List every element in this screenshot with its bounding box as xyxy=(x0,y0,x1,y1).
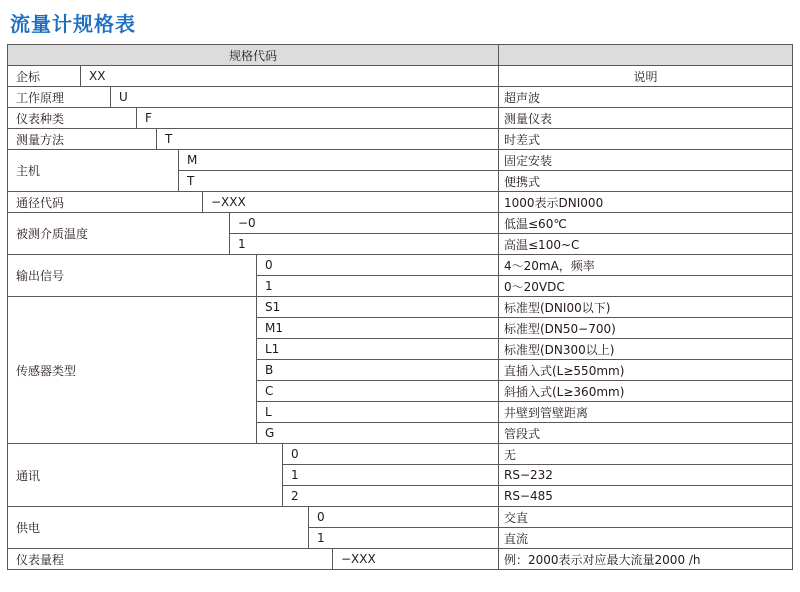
row-label-principle: 工作原理 xyxy=(7,86,111,108)
row-label-comm: 通讯 xyxy=(7,443,283,507)
page-title: 流量计规格表 xyxy=(10,12,136,36)
row-label-output: 输出信号 xyxy=(7,254,257,297)
row-code-output: 1 xyxy=(256,275,499,297)
row-code-comm: 0 xyxy=(282,443,499,465)
row-label-host: 主机 xyxy=(7,149,179,192)
row-label-instrument: 仪表种类 xyxy=(7,107,137,129)
row-desc-power: 直流 xyxy=(498,527,793,549)
row-label-diameter: 通径代码 xyxy=(7,191,203,213)
row-desc-instrument: 测量仪表 xyxy=(498,107,793,129)
row-code-sensor: C xyxy=(256,380,499,402)
row-code-power: 1 xyxy=(308,527,499,549)
header-desc: 说明 xyxy=(498,65,793,87)
row-label-enterprise: 企标 xyxy=(7,65,81,87)
row-desc-host: 固定安装 xyxy=(498,149,793,171)
row-code-sensor: G xyxy=(256,422,499,444)
row-code-power: 0 xyxy=(308,506,499,528)
row-code-sensor: L xyxy=(256,401,499,423)
row-desc-principle: 超声波 xyxy=(498,86,793,108)
row-desc-sensor: 标准型(DN50−700) xyxy=(498,317,793,339)
header-spec-code: 规格代码 xyxy=(7,44,499,66)
row-desc-comm: RS−232 xyxy=(498,464,793,486)
row-desc-sensor: 标准型(DNI00以下) xyxy=(498,296,793,318)
row-label-range: 仪表量程 xyxy=(7,548,333,570)
spec-table xyxy=(7,44,793,578)
row-desc-sensor: 管段式 xyxy=(498,422,793,444)
row-label-temperature: 被测介质温度 xyxy=(7,212,230,255)
row-code-enterprise: XX xyxy=(80,65,499,87)
header-desc-top xyxy=(498,44,793,66)
row-code-sensor: L1 xyxy=(256,338,499,360)
row-code-temperature: −0 xyxy=(229,212,499,234)
row-code-sensor: B xyxy=(256,359,499,381)
row-code-host: M xyxy=(178,149,499,171)
row-label-power: 供电 xyxy=(7,506,309,549)
row-desc-output: 4～20mA，频率 xyxy=(498,254,793,276)
row-desc-diameter: 1000表示DNI000 xyxy=(498,191,793,213)
row-desc-sensor: 直插入式(L≥550mm) xyxy=(498,359,793,381)
row-code-temperature: 1 xyxy=(229,233,499,255)
row-desc-comm: RS−485 xyxy=(498,485,793,507)
row-code-host: T xyxy=(178,170,499,192)
row-desc-sensor: 标准型(DN300以上) xyxy=(498,338,793,360)
row-code-comm: 1 xyxy=(282,464,499,486)
row-label-sensor: 传感器类型 xyxy=(7,296,257,444)
row-code-diameter: −XXX xyxy=(202,191,499,213)
row-desc-sensor: 斜插入式(L≥360mm) xyxy=(498,380,793,402)
row-desc-power: 交直 xyxy=(498,506,793,528)
row-code-output: 0 xyxy=(256,254,499,276)
row-code-range: −XXX xyxy=(332,548,499,570)
row-code-instrument: F xyxy=(136,107,499,129)
row-desc-output: 0～20VDC xyxy=(498,275,793,297)
row-desc-temperature: 低温≤60℃ xyxy=(498,212,793,234)
row-desc-range: 例：2000表示对应最大流量2000 /h xyxy=(498,548,793,570)
row-desc-host: 便携式 xyxy=(498,170,793,192)
row-desc-method: 时差式 xyxy=(498,128,793,150)
row-desc-comm: 无 xyxy=(498,443,793,465)
row-code-sensor: S1 xyxy=(256,296,499,318)
row-label-method: 测量方法 xyxy=(7,128,157,150)
row-code-principle: U xyxy=(110,86,499,108)
row-code-comm: 2 xyxy=(282,485,499,507)
row-desc-sensor: 井壁到管壁距离 xyxy=(498,401,793,423)
row-desc-temperature: 高温≤100~C xyxy=(498,233,793,255)
row-code-sensor: M1 xyxy=(256,317,499,339)
row-code-method: T xyxy=(156,128,499,150)
